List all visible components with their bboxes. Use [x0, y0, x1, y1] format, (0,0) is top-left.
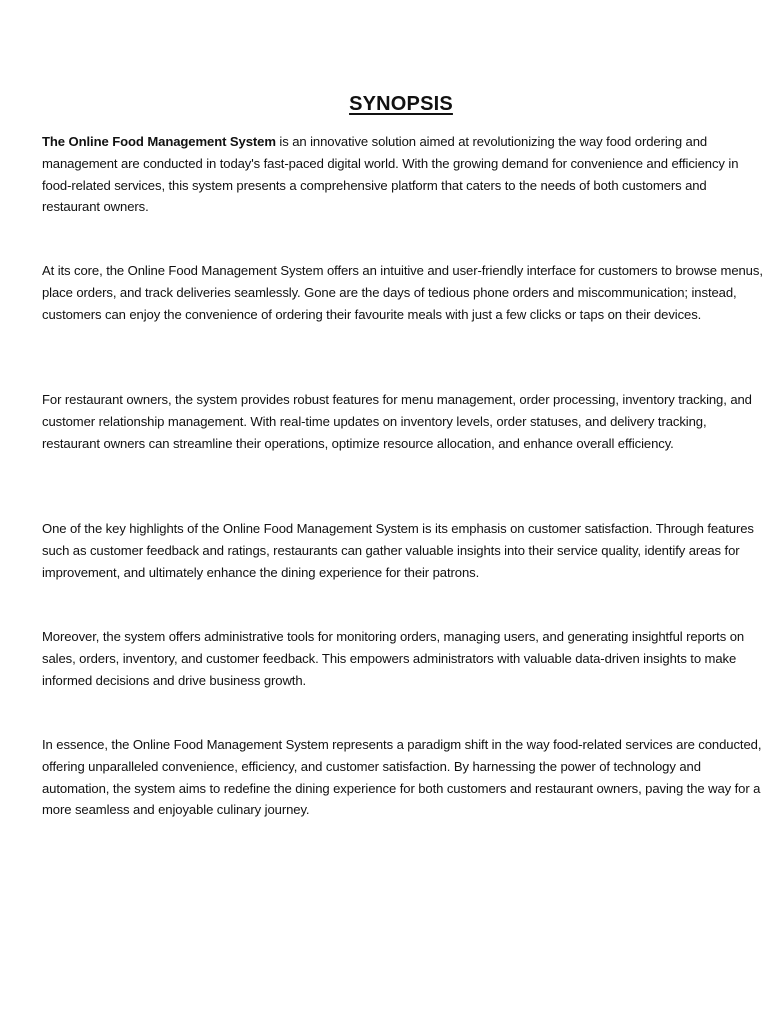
paragraph-customer-satisfaction: One of the key highlights of the Online Food Management System is its emphasis on customer satisfaction. Through features such as customer feedback and ratings, restaurants can gather valuable insights into their service quality, identify areas for improvement, and ultimately enhance the dining experience for their patrons. [42, 521, 754, 580]
page-title: SYNOPSIS [349, 93, 453, 115]
paragraph-lead-bold: The Online Food Management System [42, 134, 276, 149]
paragraph-conclusion: In essence, the Online Food Management System represents a paradigm shift in the way food-related services are conducted, offering unparalleled convenience, efficiency, and customer satisfaction. By harnessing the power of technology and automation, the system aims to redefine the dining experience for both customers and restaurant owners, paving the way for a more seamless and enjoyable culinary journey. [42, 737, 762, 818]
paragraph-intro [42, 131, 764, 218]
paragraph-restaurant-owners: For restaurant owners, the system provides robust features for menu management, order processing, inventory tracking, and customer relationship management. With real-time updates on inventory levels, order statuses, and delivery tracking, restaurant owners can streamline their operations, optimize resource allocation, and enhance overall efficiency. [42, 392, 752, 451]
paragraph-administrative-tools: Moreover, the system offers administrative tools for monitoring orders, managing users, and generating insightful reports on sales, orders, inventory, and customer feedback. This empowers administrators with valuable data-driven insights to make informed decisions and drive business growth. [42, 629, 745, 688]
paragraph-core-features: At its core, the Online Food Management System offers an intuitive and user-friendly interface for customers to browse menus, place orders, and track deliveries seamlessly. Gone are the days of tedious phone orders and miscommunication; instead, customers can enjoy the convenience of ordering their favourite meals with just a few clicks or taps on their devices. [42, 263, 763, 322]
paragraph-text: is an innovative solution aimed at revolutionizing the way food ordering and management are conducted in today's fast-paced digital world. With the growing demand for convenience and efficiency in food-related services, this system presents a comprehensive platform that caters to the needs of both customers and restaurant owners. [42, 134, 739, 215]
